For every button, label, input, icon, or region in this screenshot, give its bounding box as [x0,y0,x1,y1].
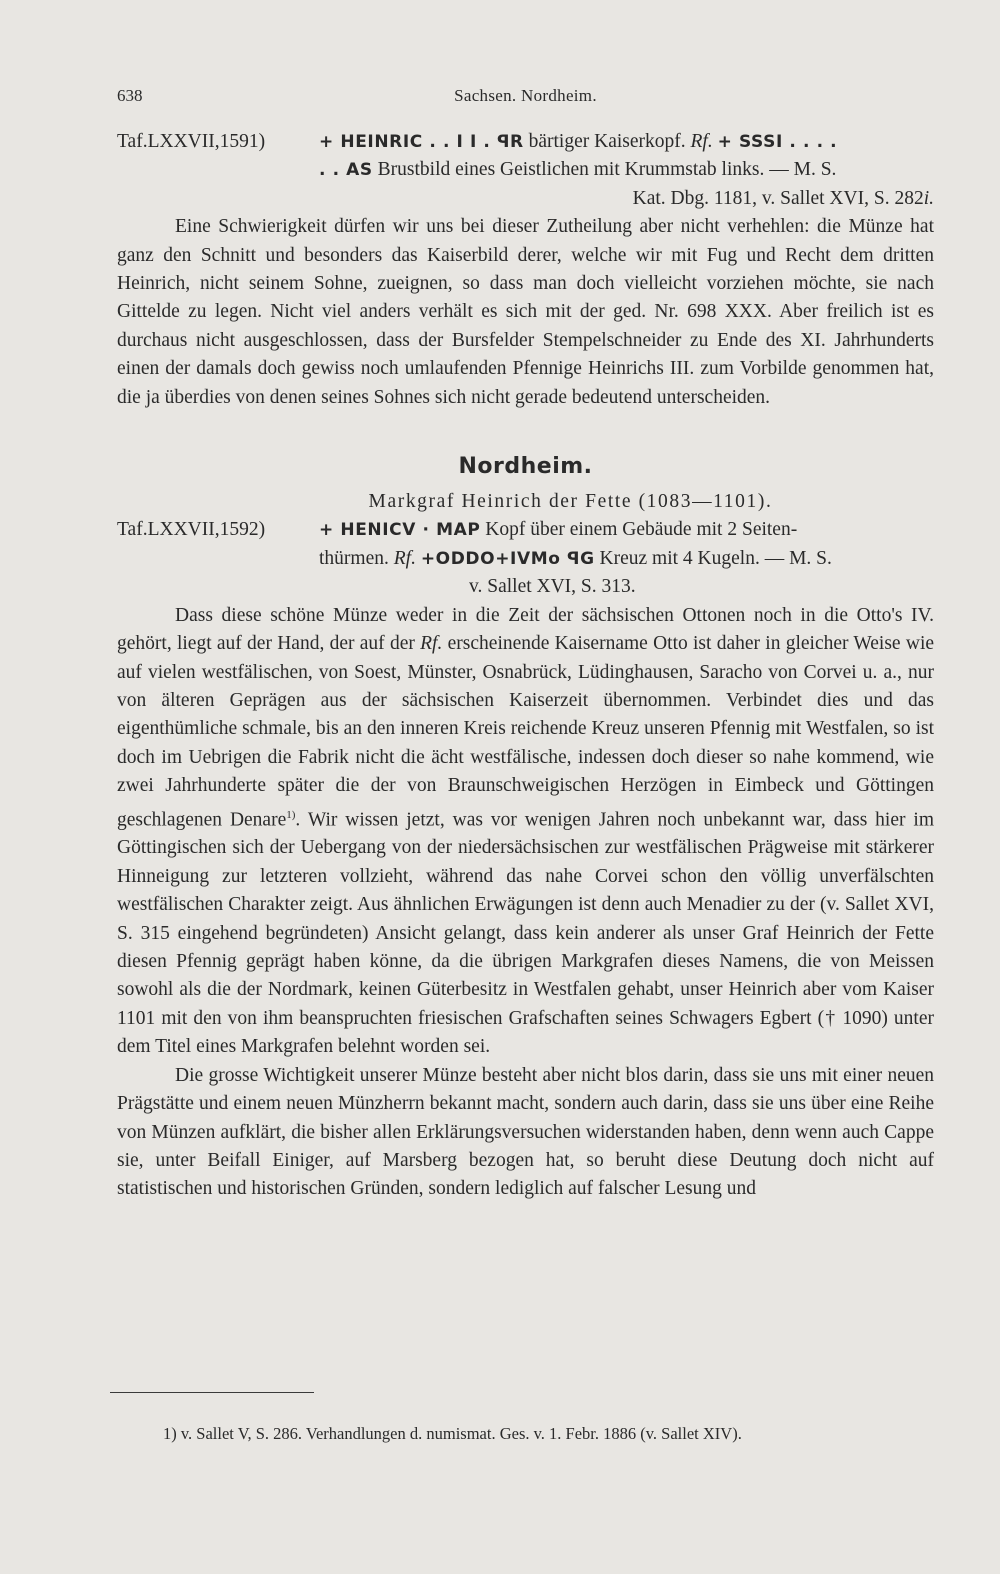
page-number: 638 [117,86,143,105]
entry-line: + HEINRIC . . I I . ꟼR bärtiger Kaiserkopf. Rf. + SSSI . . . . [319,131,838,152]
reverse-abbrev: Rf. [690,131,713,152]
paragraph: Dass diese schöne Münze weder in die Zeit der sächsischen Ottonen noch in die Otto's IV. gehört, liegt auf der Hand, der auf der Rf. erscheinende Kaisername Otto ist daher in gleicher Weise wie auf vielen westfälischen, von Soest, Münster, Osnabrück, Lüdinghausen, Saracho von Corvei u. a., nur von älteren Geprägen aus der sächsischen Kaiserzeit übernommen. Verbindet dies und das eigenthümliche schmale, bis an den inneren Kreis reichende Kreuz unseren Pfennig mit Westfalen, so ist doch im Uebrigen die Fabrik nicht die ächt westfälische, indessen doch dieser so nahe kommend, wie zwei Jahrhunderte später die der von Braunschweigischen Herzögen in Eimbeck und Göttingen geschlagenen Denare$^{1)}$. Wir wissen jetzt, was vor wenigen Jahren noch unbekannt war, dass hier im Göttingischen sich der Uebergang von der niedersächsischen zur westfälischen Prägweise mit stärkerer Hinneigung zur letzteren vollzieht, während das nahe Corvei schon den völlig unverfälschten westfälischen Charakter zeigt. Aus ähnlichen Erwägungen ist denn auch Menadier zu der (v. Sallet XVI, S. 315 eingehend begründeten) Ansicht gelangt, dass kein anderer als unser Graf Heinrich der Fette diesen Pfennig geprägt haben könne, da die übrigen Markgrafen dieses Namens, die von Meissen sowohl als die der Nordmark, keinen Güterbesitz in Westfalen gehabt, unser Heinrich aber vom Kaiser 1101 mit den von ihm beanspruchten friesischen Grafschaften seines Schwagers Egbert († 1090) unter dem Titel eines Markgrafen belehnt worden sei. [117,604,935,1058]
footnote-ref: 1) [286,808,296,821]
section-heading: Nordheim. [458,454,593,480]
entry-line: thürmen. Rf. +ODDO+IVMo ꟼG Kreuz mit 4 Kugeln. — M. S. [319,547,832,569]
footnote: 1) v. Sallet V, S. 286. Verhandlungen d. numismat. Ges. v. 1. Febr. 1886 (v. Sallet XIV). [163,1424,742,1443]
catalog-entry-1592 [117,516,934,601]
subheading: Markgraf Heinrich der Fette (1083—1101). [368,491,773,513]
catalog-entry-1591 [117,128,934,213]
entry-line: Kat. Dbg. 1181, v. Sallet XVI, S. 282i. [632,187,934,209]
paragraph: Die grosse Wichtigkeit unserer Münze besteht aber nicht blos darin, dass sie uns mit einer neuen Prägstätte und einem neuen Münzherrn bekannt macht, sondern auch darin, dass sie uns über eine Reihe von Münzen aufklärt, die bisher allen Erklärungsversuchen widerstanden haben, denn wenn auch Cappe sie, unter Beifall Einiger, auf Marsberg bezogen hat, so beruht diese Deutung doch nicht auf statistischen und historischen Gründen, sondern lediglich auf falscher Lesung und [117,1064,934,1200]
entry-line: + HENICV · MAP Kopf über einem Gebäude mit 2 Seiten- [319,519,798,541]
coin-legend: + HEINRIC . . I I . ꟼR [319,132,524,152]
page-header [117,86,934,112]
plate-reference: Taf.LXXVII,1592) [117,519,266,541]
paragraph: Eine Schwierigkeit dürfen wir uns bei dieser Zutheilung aber nicht verhehlen: die Münze hat ganz den Schnitt und besonders das Kaiserbild derer, welche wir mit Fug und Recht dem dritten Heinrich, nicht seinem Sohne, zueignen, so dass man doch vielleicht vorziehen möchte, sie nach Gittelde zu legen. Nicht viel anders verhält es sich mit der ged. Nr. 698 XXX. Aber freilich ist es durchaus nicht ausgeschlossen, dass der Bursfelder Stempelschneider zu Ende des XI. Jahrhunderts einen der damals doch gewiss noch umlaufenden Pfennige Heinrichs III. zum Vorbilde genommen hat, die ja überdies von denen seines Sohnes sich nicht gerade bedeutend unterscheiden. [117,216,934,408]
entry-line: . . AS Brustbild eines Geistlichen mit Krummstab links. — M. S. [319,159,837,181]
coin-legend: +ODDO+IVMo ꟼG [420,548,595,569]
coin-legend: . . AS [319,160,373,181]
coin-legend: + HENICV · MAP [319,520,481,541]
footnote-divider [110,1392,314,1393]
coin-legend: + SSSI . . . . [717,132,838,152]
plate-reference: Taf.LXXVII,1591) [117,131,266,152]
reverse-abbrev: Rf. [420,633,443,655]
entry-line: v. Sallet XVI, S. 313. [469,576,636,598]
page-body [117,128,934,1204]
reverse-abbrev: Rf. [393,547,416,569]
running-title: Sachsen. Nordheim. [454,86,597,105]
